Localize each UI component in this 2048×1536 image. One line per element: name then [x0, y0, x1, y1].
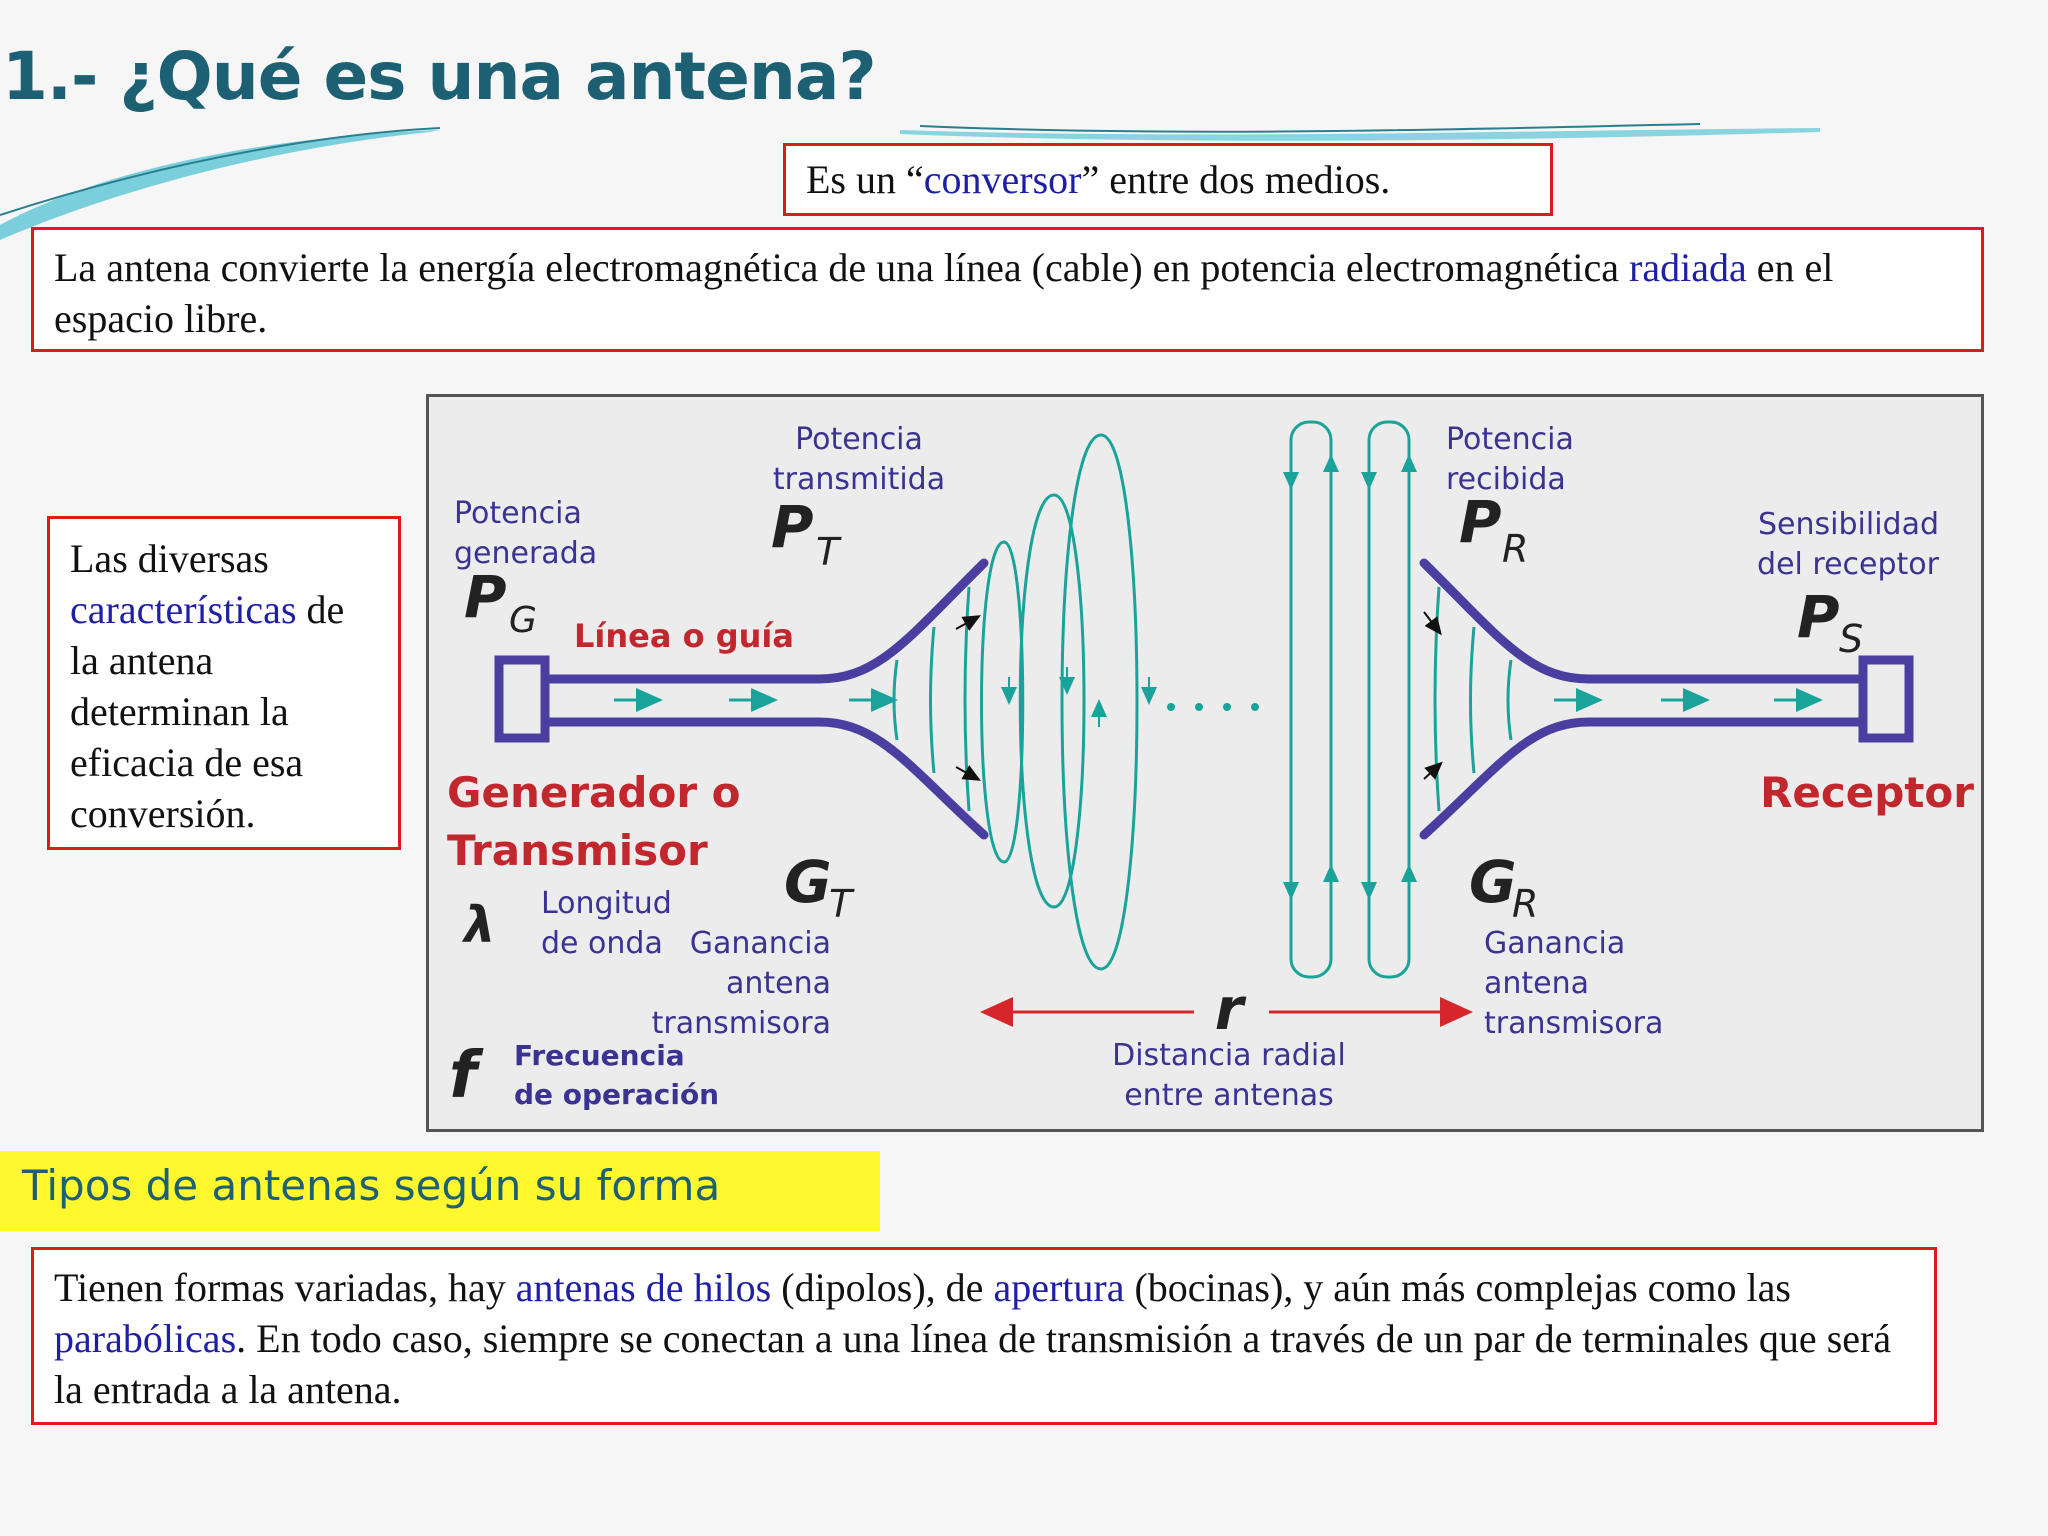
frecuencia-label-1: Frecuencia: [514, 1039, 685, 1072]
ps-symbol: P: [1797, 583, 1840, 651]
pr-symbol: P: [1459, 488, 1502, 556]
tx-wave-arrows: [1009, 667, 1149, 727]
sensibilidad-label-1: Sensibilidad: [1758, 507, 1939, 542]
definition-post: en el espacio libre.: [54, 245, 1834, 341]
gt-subscript: T: [829, 882, 853, 926]
potencia-transmitida-label-2: transmitida: [772, 462, 946, 497]
characteristics-pre: Las diversas: [70, 536, 269, 581]
shapes-box: [31, 1247, 1937, 1425]
r-symbol: r: [1214, 975, 1244, 1043]
generator-block: [499, 660, 545, 738]
shapes-text-2: (dipolos), de: [771, 1265, 994, 1310]
linea-guia-label: Línea o guía: [574, 617, 794, 655]
page-title: 1.- ¿Qué es una antena?: [2, 38, 876, 115]
ganancia-tx-label-1: Ganancia: [689, 926, 831, 961]
rx-wave-arrows: [1291, 462, 1409, 892]
sensibilidad-label-2: del receptor: [1757, 547, 1939, 582]
pt-symbol: P: [771, 493, 814, 561]
propagation-dots: [1167, 703, 1259, 711]
potencia-recibida-label-2: recibida: [1446, 462, 1566, 497]
gr-symbol: G: [1469, 848, 1517, 916]
shapes-keyword-hilos: antenas de hilos: [515, 1265, 772, 1310]
lambda-symbol: λ: [464, 896, 496, 954]
shapes-text-3: (bocinas), y aún más complejas como las: [1124, 1265, 1791, 1310]
antenna-link-diagram: [426, 394, 1984, 1132]
ganancia-rx-label-3: transmisora: [1484, 1006, 1664, 1041]
tx-wavefronts: [982, 435, 1138, 969]
potencia-generada-label-2: generada: [454, 536, 598, 571]
ganancia-rx-label-2: antena: [1484, 966, 1590, 1001]
diagram-canvas: [429, 397, 1981, 1129]
potencia-recibida-label-1: Potencia: [1446, 422, 1574, 457]
longitud-onda-label-1: Longitud: [541, 886, 672, 921]
generador-label-2: Transmisor: [447, 826, 708, 875]
generador-label-1: Generador o: [447, 768, 741, 817]
conversor-keyword: conversor: [923, 157, 1082, 202]
distancia-radial-label-2: entre antenas: [1124, 1078, 1334, 1113]
conversor-pre: Es un “: [806, 157, 924, 202]
characteristics-keyword: características: [70, 587, 297, 632]
potencia-generada-label-1: Potencia: [454, 496, 582, 531]
gt-symbol: G: [784, 848, 832, 916]
rx-wavefronts: [1291, 422, 1409, 977]
ps-subscript: S: [1839, 617, 1864, 661]
pg-symbol: P: [464, 563, 507, 631]
receiver-block: [1863, 660, 1909, 738]
characteristics-post: de la antena determinan la eficacia de esa conversión.: [70, 587, 345, 836]
longitud-onda-label-2: de onda: [541, 926, 663, 961]
receptor-label: Receptor: [1760, 768, 1974, 817]
characteristics-box: [47, 516, 401, 850]
shapes-text-1: Tienen formas variadas, hay: [54, 1265, 516, 1310]
frecuencia-label-2: de operación: [514, 1078, 720, 1111]
ganancia-tx-label-3: transmisora: [651, 1006, 831, 1041]
rx-field-lines: [1435, 587, 1511, 811]
conversor-box: [783, 143, 1553, 216]
ganancia-rx-label-1: Ganancia: [1484, 926, 1626, 961]
pr-subscript: R: [1502, 527, 1529, 571]
tipos-heading-banner: Tipos de antenas según su forma: [0, 1151, 880, 1231]
pt-subscript: T: [816, 530, 840, 574]
shapes-keyword-parabolicas: parabólicas: [54, 1316, 237, 1361]
pg-subscript: G: [509, 600, 537, 641]
gr-subscript: R: [1512, 882, 1539, 926]
definition-keyword: radiada: [1629, 245, 1747, 290]
definition-pre: La antena convierte la energía electromagnética de una línea (cable) en potencia electromagnética: [54, 245, 1630, 290]
conversor-post: ” entre dos medios.: [1081, 157, 1391, 202]
shapes-keyword-apertura: apertura: [993, 1265, 1125, 1310]
distancia-radial-label-1: Distancia radial: [1112, 1038, 1346, 1073]
definition-box: [31, 227, 1984, 352]
f-symbol: f: [449, 1039, 477, 1113]
potencia-transmitida-label-1: Potencia: [795, 422, 923, 457]
shapes-text-4: . En todo caso, siempre se conectan a una línea de transmisión a través de un par de terminales que será la entrada a la antena.: [54, 1316, 1892, 1412]
ganancia-tx-label-2: antena: [725, 966, 831, 1001]
